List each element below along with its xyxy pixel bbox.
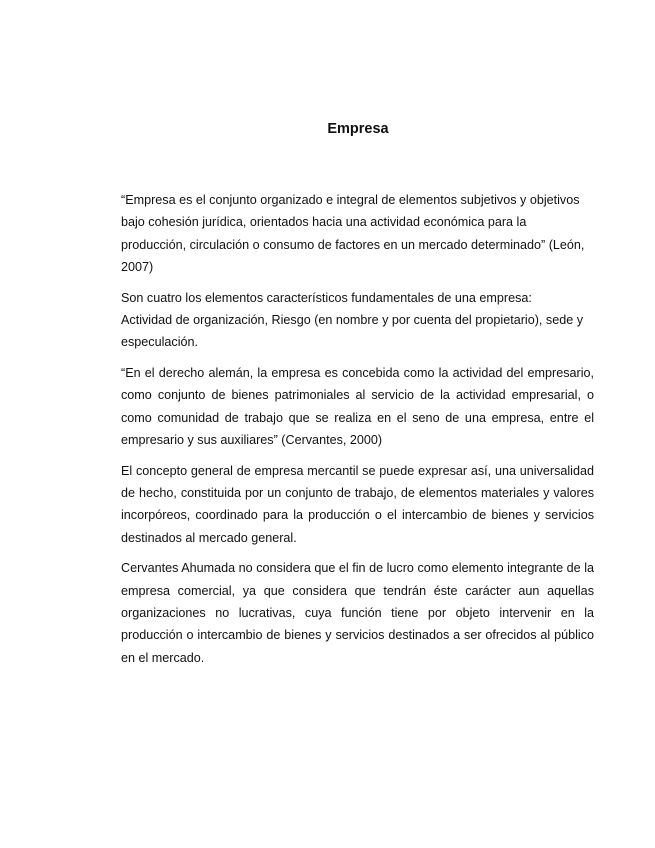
paragraph-line: bajo cohesión jurídica, orientados hacia una actividad económica para la: [121, 215, 527, 230]
paragraph-line: producción, circulación o consumo de factores en un mercado determinado” (León,: [121, 237, 585, 252]
document-body: [121, 189, 594, 677]
page-title: Empresa: [327, 121, 389, 137]
paragraph-definition: [121, 189, 594, 278]
paragraph-line: 2007): [121, 259, 154, 274]
paragraph-line: Actividad de organización, Riesgo (en nombre y por cuenta del propietario), sede y: [121, 312, 584, 327]
paragraph-cervantes: Cervantes Ahumada no considera que el fin de lucro como elemento integrante de la empresa comercial, ya que considera que tendrán éste carácter aun aquellas organizaciones no lucrativas, cuya función tiene por objeto intervenir en la producción o intercambio de bienes y servicios destinados a ser ofrecidos al público en el mercado.: [121, 561, 594, 665]
paragraph-line: “Empresa es el conjunto organizado e integral de elementos subjetivos y objetivos: [121, 193, 580, 207]
paragraph-german-law: “En el derecho alemán, la empresa es concebida como la actividad del empresario, como conjunto de bienes patrimoniales al servicio de la actividad empresarial, o como comunidad de trabajo que se realiza en el seno de una empresa, entre el empresario y sus auxiliares” (Cervantes, 2000): [121, 366, 594, 447]
paragraph-line: Son cuatro los elementos característicos fundamentales de una empresa:: [121, 290, 532, 305]
paragraph-line: especulación.: [121, 335, 199, 350]
paragraph-general-concept: El concepto general de empresa mercantil se puede expresar así, una universalidad de hecho, constituida por un conjunto de trabajo, de elementos materiales y valores incorpóreos, coordinado para la producción o el intercambio de bienes y servicios destinados al mercado general.: [121, 463, 594, 545]
paragraph-elements: [121, 287, 594, 354]
